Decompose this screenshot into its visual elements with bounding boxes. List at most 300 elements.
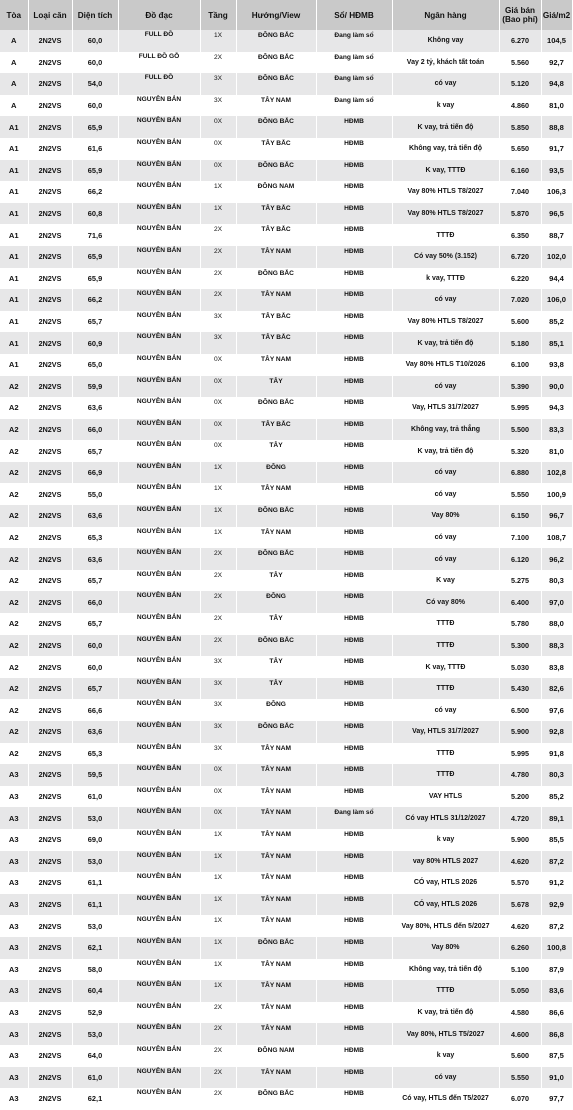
cell-ngan-hang: Vay, HTLS 31/7/2027 <box>392 397 499 419</box>
cell-huong-view: TÂY NAM <box>236 743 316 765</box>
cell-do-dac: NGUYÊN BẢN <box>118 721 200 743</box>
cell-dien-tich: 63,6 <box>72 397 118 419</box>
table-row <box>0 95 572 117</box>
cell-gia-m2: 94,3 <box>541 397 572 419</box>
cell-gia-m2: 80,3 <box>541 570 572 592</box>
cell-toa: A3 <box>0 937 28 959</box>
cell-gia-ban: 5.300 <box>499 635 541 657</box>
cell-tang: 3X <box>200 699 236 721</box>
cell-dien-tich: 66,6 <box>72 699 118 721</box>
cell-ngan-hang: có vay <box>392 483 499 505</box>
cell-ngan-hang: TTTĐ <box>392 613 499 635</box>
cell-loai-can: 2N2VS <box>28 591 72 613</box>
cell-toa: A <box>0 95 28 117</box>
cell-tang: 2X <box>200 268 236 290</box>
cell-gia-m2: 85,2 <box>541 311 572 333</box>
cell-huong-view: TÂY BẮC <box>236 224 316 246</box>
cell-gia-m2: 88,3 <box>541 635 572 657</box>
cell-gia-ban: 5.030 <box>499 656 541 678</box>
cell-huong-view: TÂY BẮC <box>236 311 316 333</box>
cell-toa: A2 <box>0 376 28 398</box>
header-tang: Tầng <box>200 0 236 30</box>
table-row <box>0 30 572 52</box>
cell-so-hdmb: HĐMB <box>316 440 392 462</box>
table-row <box>0 743 572 765</box>
cell-huong-view: TÂY BẮC <box>236 332 316 354</box>
cell-gia-ban: 5.320 <box>499 440 541 462</box>
cell-gia-m2: 85,5 <box>541 829 572 851</box>
cell-gia-m2: 81,0 <box>541 95 572 117</box>
cell-do-dac: NGUYÊN BẢN <box>118 1045 200 1067</box>
cell-so-hdmb: HĐMB <box>316 851 392 873</box>
cell-so-hdmb: HĐMB <box>316 764 392 786</box>
table-row <box>0 483 572 505</box>
cell-toa: A2 <box>0 678 28 700</box>
cell-dien-tich: 65,9 <box>72 116 118 138</box>
cell-gia-m2: 106,3 <box>541 181 572 203</box>
cell-huong-view: ĐÔNG BẮC <box>236 160 316 182</box>
cell-gia-m2: 91,7 <box>541 138 572 160</box>
table-row <box>0 980 572 1002</box>
cell-huong-view: TÂY NAM <box>236 289 316 311</box>
cell-loai-can: 2N2VS <box>28 138 72 160</box>
cell-tang: 2X <box>200 289 236 311</box>
table-row <box>0 268 572 290</box>
cell-loai-can: 2N2VS <box>28 937 72 959</box>
cell-so-hdmb: Đang làm sổ <box>316 52 392 74</box>
cell-dien-tich: 63,6 <box>72 505 118 527</box>
cell-do-dac: NGUYÊN BẢN <box>118 354 200 376</box>
cell-huong-view: ĐÔNG BẮC <box>236 721 316 743</box>
cell-do-dac: NGUYÊN BẢN <box>118 527 200 549</box>
cell-dien-tich: 65,7 <box>72 678 118 700</box>
cell-toa: A1 <box>0 116 28 138</box>
cell-loai-can: 2N2VS <box>28 699 72 721</box>
table-row <box>0 224 572 246</box>
cell-gia-ban: 5.550 <box>499 483 541 505</box>
cell-dien-tich: 61,0 <box>72 786 118 808</box>
table-row <box>0 721 572 743</box>
cell-tang: 3X <box>200 73 236 95</box>
table-row <box>0 872 572 894</box>
cell-so-hdmb: HĐMB <box>316 872 392 894</box>
table-row <box>0 440 572 462</box>
cell-loai-can: 2N2VS <box>28 678 72 700</box>
table-row <box>0 807 572 829</box>
cell-toa: A1 <box>0 160 28 182</box>
cell-toa: A3 <box>0 764 28 786</box>
cell-dien-tich: 66,2 <box>72 181 118 203</box>
cell-ngan-hang: Vay 80%, HTLS đến 5/2027 <box>392 915 499 937</box>
cell-huong-view: TÂY NAM <box>236 959 316 981</box>
cell-tang: 2X <box>200 1045 236 1067</box>
cell-ngan-hang: K vay, trả tiến độ <box>392 440 499 462</box>
cell-gia-m2: 80,3 <box>541 764 572 786</box>
cell-tang: 0X <box>200 354 236 376</box>
cell-so-hdmb: HĐMB <box>316 354 392 376</box>
cell-tang: 2X <box>200 1023 236 1045</box>
cell-so-hdmb: HĐMB <box>316 699 392 721</box>
table-row <box>0 246 572 268</box>
cell-so-hdmb: HĐMB <box>316 656 392 678</box>
cell-loai-can: 2N2VS <box>28 354 72 376</box>
cell-huong-view: ĐÔNG NAM <box>236 1045 316 1067</box>
cell-ngan-hang: có vay <box>392 73 499 95</box>
cell-loai-can: 2N2VS <box>28 440 72 462</box>
cell-toa: A1 <box>0 354 28 376</box>
cell-loai-can: 2N2VS <box>28 548 72 570</box>
cell-loai-can: 2N2VS <box>28 30 72 52</box>
cell-huong-view: TÂY NAM <box>236 95 316 117</box>
cell-dien-tich: 65,3 <box>72 743 118 765</box>
cell-do-dac: NGUYÊN BẢN <box>118 332 200 354</box>
cell-ngan-hang: Vay 80% HTLS T8/2027 <box>392 311 499 333</box>
cell-huong-view: TÂY <box>236 613 316 635</box>
cell-dien-tich: 64,0 <box>72 1045 118 1067</box>
cell-so-hdmb: HĐMB <box>316 527 392 549</box>
cell-tang: 0X <box>200 764 236 786</box>
cell-tang: 2X <box>200 591 236 613</box>
cell-gia-m2: 94,4 <box>541 268 572 290</box>
header-so-hdmb: Sổ/ HĐMB <box>316 0 392 30</box>
cell-gia-ban: 5.560 <box>499 52 541 74</box>
cell-do-dac: NGUYÊN BẢN <box>118 289 200 311</box>
cell-dien-tich: 55,0 <box>72 483 118 505</box>
cell-tang: 2X <box>200 246 236 268</box>
cell-ngan-hang: k vay <box>392 829 499 851</box>
cell-so-hdmb: HĐMB <box>316 678 392 700</box>
cell-gia-ban: 5.600 <box>499 311 541 333</box>
cell-dien-tich: 65,9 <box>72 160 118 182</box>
cell-ngan-hang: Vay 80% <box>392 505 499 527</box>
header-loai-can: Loại căn <box>28 0 72 30</box>
cell-tang: 2X <box>200 52 236 74</box>
table-row <box>0 894 572 916</box>
cell-gia-ban: 5.995 <box>499 743 541 765</box>
cell-loai-can: 2N2VS <box>28 483 72 505</box>
cell-do-dac: NGUYÊN BẢN <box>118 635 200 657</box>
cell-gia-ban: 6.270 <box>499 30 541 52</box>
cell-gia-ban: 5.678 <box>499 894 541 916</box>
cell-toa: A2 <box>0 656 28 678</box>
cell-toa: A2 <box>0 548 28 570</box>
cell-gia-m2: 96,2 <box>541 548 572 570</box>
cell-toa: A2 <box>0 743 28 765</box>
cell-do-dac: NGUYÊN BẢN <box>118 138 200 160</box>
cell-huong-view: TÂY NAM <box>236 246 316 268</box>
cell-gia-ban: 5.780 <box>499 613 541 635</box>
cell-ngan-hang: Có vay HTLS 31/12/2027 <box>392 807 499 829</box>
cell-so-hdmb: HĐMB <box>316 894 392 916</box>
cell-tang: 1X <box>200 30 236 52</box>
cell-huong-view: ĐÔNG BẮC <box>236 73 316 95</box>
cell-gia-ban: 5.900 <box>499 829 541 851</box>
table-row <box>0 570 572 592</box>
cell-huong-view: TÂY NAM <box>236 354 316 376</box>
cell-do-dac: NGUYÊN BẢN <box>118 311 200 333</box>
cell-ngan-hang: Vay 80% HTLS T8/2027 <box>392 181 499 203</box>
cell-gia-ban: 5.995 <box>499 397 541 419</box>
cell-so-hdmb: HĐMB <box>316 462 392 484</box>
cell-so-hdmb: HĐMB <box>316 397 392 419</box>
cell-dien-tich: 60,0 <box>72 95 118 117</box>
table-row <box>0 505 572 527</box>
cell-do-dac: NGUYÊN BẢN <box>118 440 200 462</box>
cell-gia-ban: 6.400 <box>499 591 541 613</box>
cell-do-dac: NGUYÊN BẢN <box>118 570 200 592</box>
cell-gia-m2: 88,0 <box>541 613 572 635</box>
cell-so-hdmb: HĐMB <box>316 419 392 441</box>
cell-gia-m2: 86,8 <box>541 1023 572 1045</box>
cell-tang: 3X <box>200 678 236 700</box>
cell-loai-can: 2N2VS <box>28 246 72 268</box>
cell-huong-view: ĐÔNG <box>236 462 316 484</box>
cell-loai-can: 2N2VS <box>28 656 72 678</box>
header-gia-ban: Giá bán (Bao phí) <box>499 0 541 30</box>
cell-ngan-hang: Vay 80% HTLS T8/2027 <box>392 203 499 225</box>
cell-huong-view: TÂY NAM <box>236 764 316 786</box>
cell-loai-can: 2N2VS <box>28 1023 72 1045</box>
cell-huong-view: ĐÔNG <box>236 591 316 613</box>
cell-tang: 1X <box>200 959 236 981</box>
cell-do-dac: NGUYÊN BẢN <box>118 678 200 700</box>
cell-toa: A1 <box>0 181 28 203</box>
table-row <box>0 527 572 549</box>
cell-gia-ban: 6.350 <box>499 224 541 246</box>
cell-do-dac: NGUYÊN BẢN <box>118 246 200 268</box>
cell-tang: 1X <box>200 829 236 851</box>
cell-dien-tich: 65,7 <box>72 570 118 592</box>
cell-loai-can: 2N2VS <box>28 95 72 117</box>
cell-do-dac: NGUYÊN BẢN <box>118 462 200 484</box>
cell-so-hdmb: Đang làm sổ <box>316 30 392 52</box>
cell-toa: A2 <box>0 527 28 549</box>
cell-so-hdmb: HĐMB <box>316 116 392 138</box>
cell-huong-view: TÂY NAM <box>236 829 316 851</box>
cell-toa: A2 <box>0 570 28 592</box>
cell-gia-m2: 97,7 <box>541 1088 572 1110</box>
cell-huong-view: ĐÔNG BẮC <box>236 397 316 419</box>
cell-tang: 0X <box>200 116 236 138</box>
cell-gia-ban: 5.100 <box>499 959 541 981</box>
cell-do-dac: NGUYÊN BẢN <box>118 980 200 1002</box>
cell-tang: 1X <box>200 203 236 225</box>
cell-loai-can: 2N2VS <box>28 397 72 419</box>
table-row <box>0 1002 572 1024</box>
cell-dien-tich: 61,6 <box>72 138 118 160</box>
cell-tang: 0X <box>200 397 236 419</box>
cell-huong-view: TÂY <box>236 440 316 462</box>
cell-ngan-hang: K vay, TTTĐ <box>392 160 499 182</box>
cell-gia-m2: 89,1 <box>541 807 572 829</box>
cell-toa: A3 <box>0 1023 28 1045</box>
cell-do-dac: NGUYÊN BẢN <box>118 937 200 959</box>
cell-dien-tich: 61,1 <box>72 894 118 916</box>
table-row <box>0 678 572 700</box>
cell-huong-view: ĐÔNG BẮC <box>236 937 316 959</box>
cell-gia-m2: 102,0 <box>541 246 572 268</box>
cell-ngan-hang: Vay 80% HTLS T10/2026 <box>392 354 499 376</box>
cell-huong-view: TÂY NAM <box>236 807 316 829</box>
cell-toa: A2 <box>0 440 28 462</box>
cell-ngan-hang: TTTĐ <box>392 743 499 765</box>
cell-loai-can: 2N2VS <box>28 786 72 808</box>
table-row <box>0 1023 572 1045</box>
cell-do-dac: NGUYÊN BẢN <box>118 764 200 786</box>
cell-ngan-hang: K vay, trả tiến độ <box>392 116 499 138</box>
cell-ngan-hang: k vay <box>392 1045 499 1067</box>
cell-gia-ban: 5.870 <box>499 203 541 225</box>
cell-loai-can: 2N2VS <box>28 851 72 873</box>
cell-gia-ban: 4.620 <box>499 851 541 873</box>
cell-do-dac: NGUYÊN BẢN <box>118 851 200 873</box>
table-row <box>0 419 572 441</box>
cell-toa: A3 <box>0 807 28 829</box>
cell-gia-ban: 4.580 <box>499 1002 541 1024</box>
cell-loai-can: 2N2VS <box>28 268 72 290</box>
cell-huong-view: ĐÔNG BẮC <box>236 1088 316 1110</box>
cell-tang: 3X <box>200 95 236 117</box>
cell-gia-ban: 7.020 <box>499 289 541 311</box>
cell-gia-ban: 6.880 <box>499 462 541 484</box>
cell-gia-ban: 6.220 <box>499 268 541 290</box>
cell-loai-can: 2N2VS <box>28 1002 72 1024</box>
cell-huong-view: TÂY NAM <box>236 915 316 937</box>
cell-gia-m2: 91,0 <box>541 1067 572 1089</box>
cell-toa: A1 <box>0 289 28 311</box>
cell-gia-ban: 5.050 <box>499 980 541 1002</box>
cell-toa: A1 <box>0 203 28 225</box>
cell-tang: 2X <box>200 1088 236 1110</box>
table-row <box>0 591 572 613</box>
cell-so-hdmb: HĐMB <box>316 332 392 354</box>
cell-so-hdmb: HĐMB <box>316 548 392 570</box>
cell-loai-can: 2N2VS <box>28 527 72 549</box>
cell-huong-view: ĐÔNG <box>236 699 316 721</box>
cell-gia-ban: 5.275 <box>499 570 541 592</box>
cell-dien-tich: 58,0 <box>72 959 118 981</box>
cell-loai-can: 2N2VS <box>28 462 72 484</box>
cell-ngan-hang: Có vay, HTLS đến T5/2027 <box>392 1088 499 1110</box>
cell-huong-view: TÂY <box>236 656 316 678</box>
cell-dien-tich: 65,7 <box>72 613 118 635</box>
cell-dien-tich: 59,5 <box>72 764 118 786</box>
cell-huong-view: TÂY NAM <box>236 1023 316 1045</box>
table-row <box>0 311 572 333</box>
cell-so-hdmb: HĐMB <box>316 505 392 527</box>
cell-tang: 1X <box>200 980 236 1002</box>
cell-huong-view: TÂY <box>236 570 316 592</box>
cell-so-hdmb: Đang làm sổ <box>316 95 392 117</box>
cell-huong-view: TÂY BẮC <box>236 203 316 225</box>
cell-toa: A1 <box>0 311 28 333</box>
cell-dien-tich: 60,0 <box>72 656 118 678</box>
cell-do-dac: FULL ĐỒ GỖ <box>118 52 200 74</box>
cell-gia-m2: 86,6 <box>541 1002 572 1024</box>
cell-so-hdmb: HĐMB <box>316 1045 392 1067</box>
cell-so-hdmb: HĐMB <box>316 483 392 505</box>
cell-loai-can: 2N2VS <box>28 289 72 311</box>
cell-dien-tich: 60,0 <box>72 30 118 52</box>
cell-ngan-hang: CÓ vay, HTLS 2026 <box>392 872 499 894</box>
cell-loai-can: 2N2VS <box>28 613 72 635</box>
cell-ngan-hang: K vay, trả tiến độ <box>392 332 499 354</box>
cell-toa: A2 <box>0 505 28 527</box>
cell-ngan-hang: TTTĐ <box>392 635 499 657</box>
cell-toa: A2 <box>0 483 28 505</box>
cell-huong-view: TÂY NAM <box>236 1067 316 1089</box>
cell-huong-view: TÂY NAM <box>236 980 316 1002</box>
cell-gia-m2: 87,2 <box>541 915 572 937</box>
cell-dien-tich: 66,0 <box>72 591 118 613</box>
cell-tang: 2X <box>200 635 236 657</box>
cell-do-dac: NGUYÊN BẢN <box>118 95 200 117</box>
table-row <box>0 181 572 203</box>
cell-ngan-hang: có vay <box>392 548 499 570</box>
cell-gia-ban: 5.390 <box>499 376 541 398</box>
cell-gia-m2: 88,7 <box>541 224 572 246</box>
cell-gia-m2: 91,8 <box>541 743 572 765</box>
cell-do-dac: NGUYÊN BẢN <box>118 699 200 721</box>
cell-loai-can: 2N2VS <box>28 1088 72 1110</box>
cell-gia-m2: 85,1 <box>541 332 572 354</box>
cell-gia-ban: 5.430 <box>499 678 541 700</box>
cell-loai-can: 2N2VS <box>28 376 72 398</box>
cell-gia-m2: 93,5 <box>541 160 572 182</box>
cell-tang: 2X <box>200 1002 236 1024</box>
table-row <box>0 52 572 74</box>
cell-do-dac: NGUYÊN BẢN <box>118 116 200 138</box>
cell-dien-tich: 61,1 <box>72 872 118 894</box>
cell-gia-m2: 91,2 <box>541 872 572 894</box>
table-row <box>0 699 572 721</box>
table-row <box>0 635 572 657</box>
cell-so-hdmb: HĐMB <box>316 591 392 613</box>
cell-gia-ban: 4.620 <box>499 915 541 937</box>
header-dien-tich: Diện tích <box>72 0 118 30</box>
cell-dien-tich: 53,0 <box>72 1023 118 1045</box>
cell-ngan-hang: TTTĐ <box>392 224 499 246</box>
cell-gia-m2: 108,7 <box>541 527 572 549</box>
cell-loai-can: 2N2VS <box>28 872 72 894</box>
cell-gia-m2: 100,8 <box>541 937 572 959</box>
cell-ngan-hang: TTTĐ <box>392 980 499 1002</box>
cell-so-hdmb: HĐMB <box>316 224 392 246</box>
cell-do-dac: NGUYÊN BẢN <box>118 1067 200 1089</box>
cell-gia-m2: 81,0 <box>541 440 572 462</box>
header-row <box>0 0 572 30</box>
cell-ngan-hang: CÓ vay, HTLS 2026 <box>392 894 499 916</box>
cell-ngan-hang: Không vay, trả thẳng <box>392 419 499 441</box>
cell-so-hdmb: HĐMB <box>316 786 392 808</box>
cell-ngan-hang: Không vay, trả tiến độ <box>392 959 499 981</box>
cell-toa: A3 <box>0 1067 28 1089</box>
cell-gia-ban: 6.120 <box>499 548 541 570</box>
cell-dien-tich: 53,0 <box>72 807 118 829</box>
cell-gia-m2: 87,2 <box>541 851 572 873</box>
table-row <box>0 959 572 981</box>
cell-ngan-hang: k vay <box>392 95 499 117</box>
cell-toa: A3 <box>0 1002 28 1024</box>
cell-loai-can: 2N2VS <box>28 203 72 225</box>
table-row <box>0 656 572 678</box>
cell-so-hdmb: HĐMB <box>316 138 392 160</box>
cell-dien-tich: 60,0 <box>72 635 118 657</box>
cell-dien-tich: 65,0 <box>72 354 118 376</box>
cell-gia-m2: 97,0 <box>541 591 572 613</box>
cell-toa: A1 <box>0 138 28 160</box>
cell-do-dac: NGUYÊN BẢN <box>118 419 200 441</box>
